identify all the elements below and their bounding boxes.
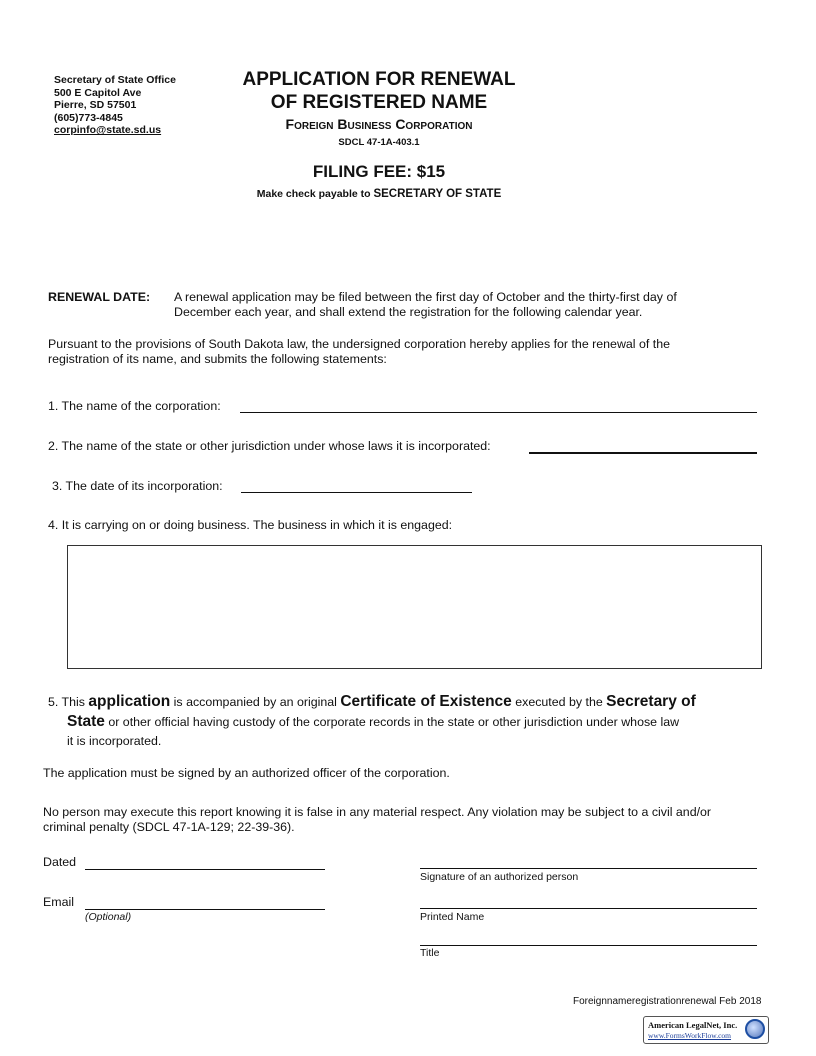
item-1-label: 1. The name of the corporation: — [48, 399, 221, 413]
office-phone: (605)773-4845 — [54, 111, 123, 124]
american-legalnet-logo[interactable] — [643, 1016, 769, 1044]
title-field[interactable] — [420, 945, 757, 946]
signature-label: Signature of an authorized person — [420, 871, 579, 883]
item-5-e: executed by the — [511, 695, 607, 709]
page-title — [200, 68, 558, 114]
email-field[interactable] — [85, 909, 325, 910]
logo-website: www.FormsWorkFlow.com — [648, 1031, 732, 1040]
item-3-label: 3. The date of its incorporation: — [52, 479, 223, 493]
item-5-line-2 — [67, 714, 767, 731]
item-5-a: 5. This — [48, 695, 89, 709]
office-street: 500 E Capitol Ave — [54, 86, 142, 99]
office-address — [54, 74, 176, 137]
office-name: Secretary of State Office — [54, 74, 176, 86]
item-4-label: 4. It is carrying on or doing business. The business in which it is engaged: — [48, 518, 453, 532]
filing-fee: FILING FEE: $15 — [312, 162, 446, 181]
statute: SDCL 47-1A-403.1 — [338, 137, 420, 148]
jurisdiction-field[interactable] — [529, 452, 757, 454]
item-5-application: application — [88, 693, 171, 710]
printed-name-label: Printed Name — [420, 911, 485, 923]
office-email-link[interactable]: corpinfo@state.sd.us — [54, 124, 162, 137]
dated-field[interactable] — [85, 869, 325, 870]
penalty-line-1: No person may execute this report knowing it is false in any material respect. Any violation may be subject to a civil and/or — [43, 805, 712, 819]
title-line-2: OF REGISTERED NAME — [270, 92, 488, 113]
item-5-h: or other official having custody of the corporate records in the state or other jurisdiction under whose law — [104, 715, 680, 729]
globe-icon — [745, 1019, 765, 1039]
payable-prefix: Make check payable to — [256, 188, 374, 200]
intro-line-1: Pursuant to the provisions of South Dakota law, the undersigned corporation hereby applies for the renewal of the — [48, 337, 670, 351]
email-label: Email — [43, 895, 74, 909]
signature-field[interactable] — [420, 868, 757, 869]
item-2-label: 2. The name of the state or other jurisdiction under whose laws it is incorporated: — [48, 439, 491, 453]
renewal-text-1: A renewal application may be filed between the first day of October and the thirty-first day of — [174, 290, 677, 304]
item-5-line-3: it is incorporated. — [67, 734, 162, 748]
renewal-label: RENEWAL DATE: — [48, 290, 151, 304]
item-5-c: is accompanied by an original — [170, 695, 341, 709]
item-5-certificate: Certificate of Existence — [340, 693, 512, 710]
printed-name-field[interactable] — [420, 908, 757, 909]
payable-note — [200, 188, 558, 200]
renewal-text-2: December each year, and shall extend the registration for the following calendar year. — [174, 305, 643, 319]
incorporation-date-field[interactable] — [241, 492, 472, 493]
title-label: Title — [420, 947, 440, 959]
corporation-name-field[interactable] — [240, 412, 757, 413]
logo-company-name: American LegalNet, Inc. — [648, 1020, 738, 1030]
subtitle: Foreign Business Corporation — [285, 116, 473, 132]
penalty-line-2: criminal penalty (SDCL 47-1A-129; 22-39-36). — [43, 820, 295, 834]
item-5-secretary: Secretary of — [606, 693, 696, 710]
payable-to: SECRETARY OF STATE — [373, 188, 502, 200]
dated-label: Dated — [43, 855, 77, 869]
intro-line-2: registration of its name, and submits the following statements: — [48, 352, 387, 366]
office-city: Pierre, SD 57501 — [54, 99, 137, 112]
item-5-line-1 — [48, 694, 778, 711]
business-description-textarea[interactable] — [67, 545, 762, 669]
signed-notice: The application must be signed by an authorized officer of the corporation. — [43, 766, 450, 780]
item-5-state: State — [67, 713, 105, 730]
optional-note: (Optional) — [85, 911, 132, 923]
form-id: Foreignnameregistrationrenewal Feb 2018 — [573, 996, 762, 1007]
title-line-1: APPLICATION FOR RENEWAL — [242, 69, 516, 90]
